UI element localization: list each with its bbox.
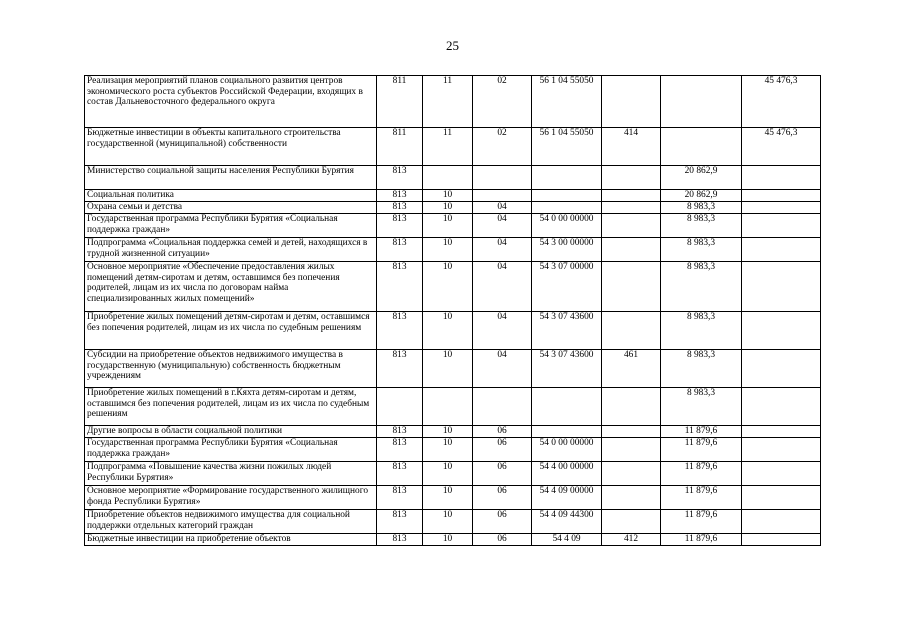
- table-row: [85, 534, 821, 546]
- row-ved: 811: [377, 76, 423, 128]
- page-number: 25: [446, 38, 459, 53]
- row-name: Основное мероприятие «Обеспечение предоставления жилых помещений детям-сиротам и детям, оставшимся без попечения родителей, лицам из их числа по договорам найма специализированных жилых помещений»: [85, 262, 377, 312]
- row-ved: 813: [377, 462, 423, 486]
- row-ved: 813: [377, 510, 423, 534]
- row-name: Приобретение жилых помещений в г.Кяхта детям-сиротам и детям, оставшимся без попечения родителей, лицам из их числа по судебным решениям: [85, 388, 377, 426]
- row-csr: 54 3 00 00000: [532, 238, 602, 262]
- row-ved: 811: [377, 128, 423, 166]
- row-name: Приобретение жилых помещений детям-сиротам и детям, оставшимся без попечения родителей, лицам из их числа по судебным решениям: [85, 312, 377, 350]
- row-csr: 54 3 07 00000: [532, 262, 602, 312]
- row-sum-2: [742, 190, 821, 202]
- table-row: [85, 190, 821, 202]
- row-sum-1: 20 862,9: [661, 190, 742, 202]
- row-vr: 412: [602, 534, 661, 546]
- row-name: Подпрограмма «Повышение качества жизни пожилых людей Республики Бурятия»: [85, 462, 377, 486]
- row-csr: 54 4 09 44300: [532, 510, 602, 534]
- row-rz: 10: [423, 214, 473, 238]
- row-pr: [473, 388, 532, 426]
- row-sum-1: 8 983,3: [661, 214, 742, 238]
- row-rz: 10: [423, 510, 473, 534]
- row-sum-2: [742, 486, 821, 510]
- row-vr: [602, 510, 661, 534]
- row-name: Государственная программа Республики Бурятия «Социальная поддержка граждан»: [85, 438, 377, 462]
- row-sum-2: 45 476,3: [742, 128, 821, 166]
- row-sum-2: [742, 238, 821, 262]
- row-pr: 06: [473, 510, 532, 534]
- row-sum-1: 8 983,3: [661, 350, 742, 388]
- row-vr: [602, 238, 661, 262]
- row-csr: 54 4 09: [532, 534, 602, 546]
- row-sum-1: [661, 76, 742, 128]
- table-row: [85, 388, 821, 426]
- row-rz: 10: [423, 438, 473, 462]
- row-sum-1: 8 983,3: [661, 202, 742, 214]
- row-sum-2: [742, 312, 821, 350]
- row-pr: 04: [473, 238, 532, 262]
- row-vr: [602, 462, 661, 486]
- row-rz: 10: [423, 238, 473, 262]
- row-sum-1: 11 879,6: [661, 462, 742, 486]
- row-csr: 56 1 04 55050: [532, 76, 602, 128]
- row-vr: [602, 486, 661, 510]
- row-vr: [602, 426, 661, 438]
- row-csr: 56 1 04 55050: [532, 128, 602, 166]
- row-csr: [532, 426, 602, 438]
- row-pr: 02: [473, 128, 532, 166]
- table-row: [85, 262, 821, 312]
- row-name: Бюджетные инвестиции на приобретение объектов: [85, 534, 377, 546]
- row-sum-1: 8 983,3: [661, 238, 742, 262]
- row-ved: 813: [377, 238, 423, 262]
- row-ved: 813: [377, 190, 423, 202]
- row-vr: [602, 190, 661, 202]
- row-sum-2: [742, 426, 821, 438]
- row-vr: [602, 76, 661, 128]
- row-csr: [532, 190, 602, 202]
- row-sum-1: 11 879,6: [661, 534, 742, 546]
- row-ved: 813: [377, 438, 423, 462]
- table-row: [85, 350, 821, 388]
- row-pr: 04: [473, 214, 532, 238]
- table-row: [85, 238, 821, 262]
- row-rz: [423, 166, 473, 190]
- row-csr: [532, 202, 602, 214]
- row-rz: 10: [423, 202, 473, 214]
- table-row: [85, 166, 821, 190]
- table-row: [85, 438, 821, 462]
- row-sum-2: [742, 214, 821, 238]
- row-pr: 06: [473, 426, 532, 438]
- row-pr: 04: [473, 202, 532, 214]
- row-pr: [473, 190, 532, 202]
- row-name: Реализация мероприятий планов социального развития центров экономического роста субъектов Российской Федерации, входящих в состав Дальневосточного федерального округа: [85, 76, 377, 128]
- row-pr: [473, 166, 532, 190]
- row-name: Приобретение объектов недвижимого имущества для социальной поддержки отдельных категорий граждан: [85, 510, 377, 534]
- table-row: [85, 312, 821, 350]
- row-csr: 54 3 07 43600: [532, 312, 602, 350]
- row-csr: 54 3 07 43600: [532, 350, 602, 388]
- row-ved: 813: [377, 350, 423, 388]
- row-csr: 54 4 09 00000: [532, 486, 602, 510]
- row-name: Основное мероприятие «Формирование государственного жилищного фонда Республики Бурятия»: [85, 486, 377, 510]
- table-row: [85, 214, 821, 238]
- table-row: [85, 76, 821, 128]
- row-sum-1: [661, 128, 742, 166]
- row-ved: 813: [377, 312, 423, 350]
- row-ved: 813: [377, 214, 423, 238]
- row-sum-2: [742, 202, 821, 214]
- table-row: [85, 426, 821, 438]
- row-rz: 10: [423, 426, 473, 438]
- table-row: [85, 486, 821, 510]
- row-sum-2: [742, 462, 821, 486]
- row-csr: [532, 388, 602, 426]
- row-name: Подпрограмма «Социальная поддержка семей и детей, находящихся в трудной жизненной ситуации»: [85, 238, 377, 262]
- row-sum-1: 11 879,6: [661, 426, 742, 438]
- table-row: [85, 128, 821, 166]
- row-sum-2: [742, 262, 821, 312]
- row-csr: 54 0 00 00000: [532, 214, 602, 238]
- row-name: Государственная программа Республики Бурятия «Социальная поддержка граждан»: [85, 214, 377, 238]
- row-vr: [602, 166, 661, 190]
- row-vr: [602, 388, 661, 426]
- row-pr: 04: [473, 262, 532, 312]
- row-ved: 813: [377, 262, 423, 312]
- row-name: Бюджетные инвестиции в объекты капитального строительства государственной (муниципальной) собственности: [85, 128, 377, 166]
- row-name: Субсидии на приобретение объектов недвижимого имущества в государственную (муниципальную) собственность бюджетным учреждениям: [85, 350, 377, 388]
- row-pr: 06: [473, 462, 532, 486]
- row-ved: [377, 388, 423, 426]
- row-rz: 10: [423, 262, 473, 312]
- row-csr: 54 4 00 00000: [532, 462, 602, 486]
- row-rz: [423, 388, 473, 426]
- row-name: Социальная политика: [85, 190, 377, 202]
- row-sum-1: 20 862,9: [661, 166, 742, 190]
- row-ved: 813: [377, 534, 423, 546]
- row-rz: 11: [423, 76, 473, 128]
- row-sum-1: 8 983,3: [661, 262, 742, 312]
- row-sum-1: 8 983,3: [661, 388, 742, 426]
- table-row: [85, 510, 821, 534]
- row-vr: [602, 312, 661, 350]
- row-sum-1: 11 879,6: [661, 510, 742, 534]
- row-ved: 813: [377, 486, 423, 510]
- row-sum-1: 8 983,3: [661, 312, 742, 350]
- table-row: [85, 202, 821, 214]
- row-sum-2: 45 476,3: [742, 76, 821, 128]
- row-pr: 06: [473, 534, 532, 546]
- row-pr: 04: [473, 312, 532, 350]
- row-ved: 813: [377, 426, 423, 438]
- row-ved: 813: [377, 166, 423, 190]
- row-name: Другие вопросы в области социальной политики: [85, 426, 377, 438]
- row-rz: 10: [423, 190, 473, 202]
- row-pr: 06: [473, 486, 532, 510]
- row-vr: [602, 262, 661, 312]
- row-csr: [532, 166, 602, 190]
- row-name: Охрана семьи и детства: [85, 202, 377, 214]
- table-row: [85, 462, 821, 486]
- row-sum-2: [742, 166, 821, 190]
- row-pr: 02: [473, 76, 532, 128]
- row-vr: [602, 214, 661, 238]
- row-csr: 54 0 00 00000: [532, 438, 602, 462]
- row-sum-2: [742, 350, 821, 388]
- row-rz: 10: [423, 534, 473, 546]
- row-sum-2: [742, 534, 821, 546]
- row-pr: 04: [473, 350, 532, 388]
- row-sum-1: 11 879,6: [661, 486, 742, 510]
- row-vr: [602, 438, 661, 462]
- row-rz: 11: [423, 128, 473, 166]
- row-vr: 461: [602, 350, 661, 388]
- budget-table: [84, 75, 821, 546]
- row-vr: [602, 202, 661, 214]
- row-name: Министерство социальной защиты населения Республики Бурятия: [85, 166, 377, 190]
- row-sum-1: 11 879,6: [661, 438, 742, 462]
- row-rz: 10: [423, 312, 473, 350]
- row-ved: 813: [377, 202, 423, 214]
- row-sum-2: [742, 510, 821, 534]
- row-rz: 10: [423, 462, 473, 486]
- row-pr: 06: [473, 438, 532, 462]
- row-rz: 10: [423, 350, 473, 388]
- row-sum-2: [742, 438, 821, 462]
- row-rz: 10: [423, 486, 473, 510]
- row-vr: 414: [602, 128, 661, 166]
- row-sum-2: [742, 388, 821, 426]
